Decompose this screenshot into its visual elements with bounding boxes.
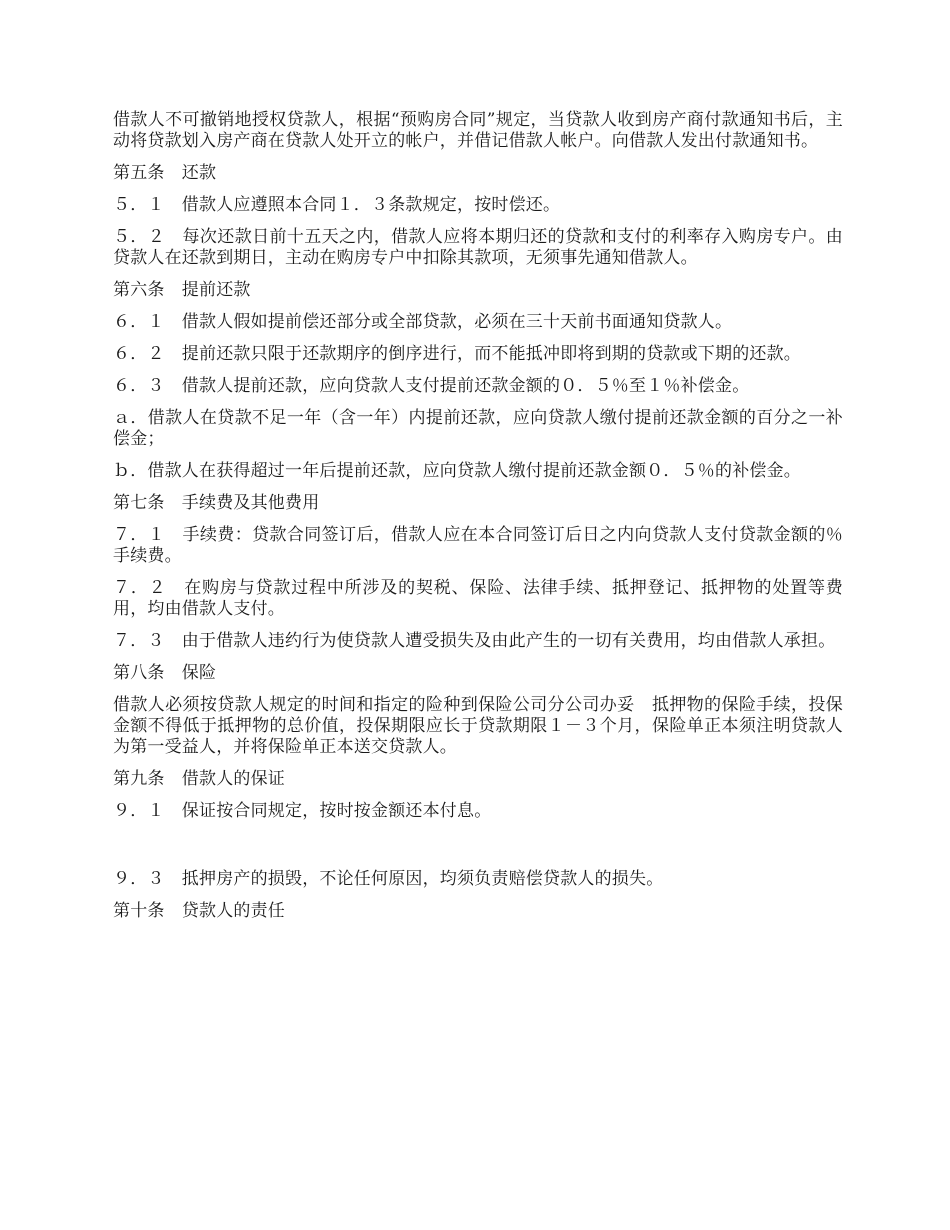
clause-7-1: ７．１ 手续费：贷款合同签订后，借款人应在本合同签订后日之内向贷款人支付贷款金额的％手续费。 xyxy=(113,525,843,566)
clause-7-3: ７．３ 由于借款人违约行为使贷款人遭受损失及由此产生的一切有关费用，均由借款人承担。 xyxy=(113,631,836,651)
clause-5-1: ５．１ 借款人应遵照本合同１．３条款规定，按时偿还。 xyxy=(113,195,561,215)
blank-gap xyxy=(113,833,843,869)
clause-6-3-a: ａ．借款人在贷款不足一年（含一年）内提前还款，应向贷款人缴付提前还款金额的百分之一补偿金； xyxy=(113,408,843,449)
clause-9-1: ９．１ 保证按合同规定，按时按金额还本付息。 xyxy=(113,801,492,821)
heading-article-6: 第六条 提前还款 xyxy=(113,280,251,300)
clause-6-3: ６．３ 借款人提前还款，应向贷款人支付提前还款金额的０．５％至１％补偿金。 xyxy=(113,376,750,396)
heading-article-5: 第五条 还款 xyxy=(113,163,217,183)
clause-7-2: ７．２ 在购房与贷款过程中所涉及的契税、保险、法律手续、抵押登记、抵押物的处置等费用，均由借款人支付。 xyxy=(113,578,843,619)
paragraph-insurance: 借款人必须按贷款人规定的时间和指定的险种到保险公司分公司办妥 抵押物的保险手续，投保金额不得低于抵押物的总价值，投保期限应长于贷款期限１－３个月，保险单正本须注明贷款人为第一受益人，并将保险单正本送交贷款人。 xyxy=(113,695,843,757)
clause-6-2: ６．２ 提前还款只限于还款期序的倒序进行，而不能抵冲即将到期的贷款或下期的还款。 xyxy=(113,344,801,364)
heading-article-10: 第十条 贷款人的责任 xyxy=(113,901,285,921)
heading-article-8: 第八条 保险 xyxy=(113,663,217,683)
paragraph-disbursement: 借款人不可撤销地授权贷款人，根据“预购房合同”规定，当贷款人收到房产商付款通知书后，主动将贷款划入房产商在贷款人处开立的帐户，并借记借款人帐户。向借款人发出付款通知书。 xyxy=(113,110,843,151)
clause-6-1: ６．１ 借款人假如提前偿还部分或全部贷款，必须在三十天前书面通知贷款人。 xyxy=(113,312,733,332)
clause-5-2: ５．２ 每次还款日前十五天之内，借款人应将本期归还的贷款和支付的利率存入购房专户。由贷款人在还款到期日，主动在购房专户中扣除其款项，无须事先通知借款人。 xyxy=(113,227,843,268)
clause-9-3: ９．３ 抵押房产的损毁，不论任何原因，均须负责赔偿贷款人的损失。 xyxy=(113,869,664,889)
heading-article-7: 第七条 手续费及其他费用 xyxy=(113,493,320,513)
document-page xyxy=(113,110,843,933)
heading-article-9: 第九条 借款人的保证 xyxy=(113,769,285,789)
clause-6-3-b: ｂ．借款人在获得超过一年后提前还款，应向贷款人缴付提前还款金额０．５％的补偿金。 xyxy=(113,461,801,481)
